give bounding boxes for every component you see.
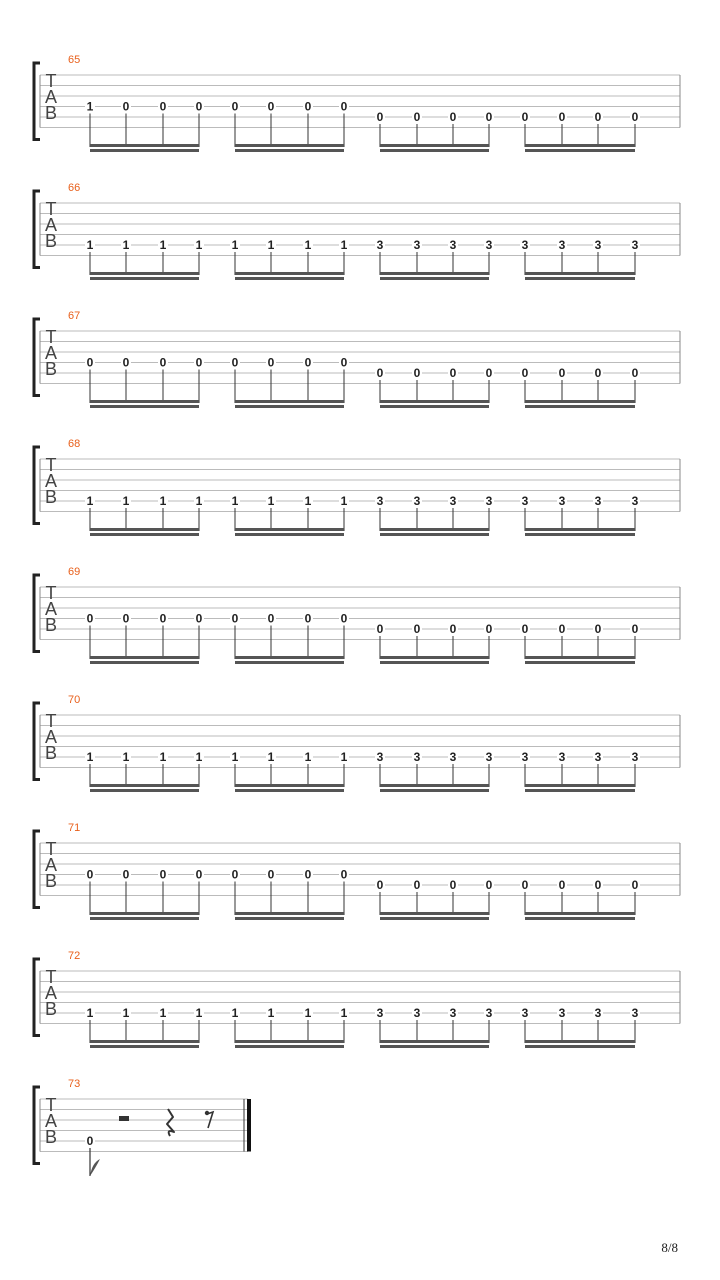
tab-clef-letter: B <box>44 999 58 1019</box>
beam-primary <box>235 656 344 659</box>
fret-number: 0 <box>304 867 312 882</box>
tab-clef-letter: T <box>45 839 57 859</box>
beam-group <box>230 1006 349 1048</box>
beam-group <box>230 356 349 409</box>
beam-group <box>520 366 640 408</box>
fret-number: 0 <box>449 878 457 892</box>
fret-number: 3 <box>376 1006 384 1020</box>
beam-secondary <box>90 533 199 536</box>
beam-secondary <box>235 277 344 280</box>
fret-number: 1 <box>86 238 94 252</box>
beam-secondary <box>380 917 489 920</box>
tab-clef-letter: B <box>44 103 58 123</box>
beam-group <box>520 110 640 152</box>
fret-number: 0 <box>122 867 130 882</box>
measure-number: 68 <box>68 438 81 450</box>
fret-number: 0 <box>413 878 421 892</box>
fret-number: 1 <box>231 238 239 252</box>
fret-number: 1 <box>195 1006 203 1020</box>
tab-clef <box>45 967 57 1019</box>
fret-number: 1 <box>159 238 167 252</box>
fret-number: 3 <box>376 750 384 764</box>
beam-secondary <box>380 405 489 408</box>
fret-number: 3 <box>594 238 602 252</box>
beam-primary <box>380 400 489 403</box>
fret-number: 0 <box>521 110 529 124</box>
beam-secondary <box>90 1045 199 1048</box>
tab-clef-letter: A <box>44 343 58 363</box>
fret-number: 1 <box>122 494 130 508</box>
tab-system <box>34 54 680 152</box>
beam-secondary <box>235 149 344 152</box>
beam-group <box>375 878 494 920</box>
fret-number: 0 <box>485 110 493 124</box>
fret-number: 0 <box>558 110 566 124</box>
fret-number: 3 <box>413 750 421 764</box>
tab-clef-letter: B <box>44 359 58 379</box>
fret-number: 0 <box>594 110 602 124</box>
tab-clef <box>45 455 57 507</box>
fret-number: 0 <box>86 611 94 626</box>
tab-system <box>34 822 680 920</box>
beam-group <box>85 868 204 921</box>
tab-clef-letter: A <box>44 983 58 1003</box>
tab-clef-letter: B <box>44 743 58 763</box>
beam-primary <box>380 528 489 531</box>
tab-clef <box>45 839 57 891</box>
fret-number: 3 <box>413 1006 421 1020</box>
fret-number: 1 <box>340 238 348 252</box>
beam-group <box>85 1006 204 1048</box>
beam-secondary <box>235 661 344 664</box>
tab-clef-letter: A <box>44 215 58 235</box>
beam-secondary <box>525 917 635 920</box>
tab-clef <box>45 199 57 251</box>
beam-primary <box>235 912 344 915</box>
tab-clef <box>45 71 57 123</box>
eighth-rest <box>205 1111 213 1128</box>
fret-number: 3 <box>631 238 639 252</box>
fret-number: 0 <box>413 622 421 636</box>
fret-number: 0 <box>159 867 167 882</box>
measure-number: 71 <box>68 822 81 834</box>
fret-number: 3 <box>631 1006 639 1020</box>
tab-clef <box>45 583 57 635</box>
tab-clef <box>45 1095 57 1147</box>
fret-number: 3 <box>449 238 457 252</box>
fret-number: 0 <box>521 878 529 892</box>
tab-system <box>34 566 680 664</box>
beam-primary <box>525 656 635 659</box>
beam-group <box>85 356 204 409</box>
fret-number: 0 <box>485 878 493 892</box>
beam-group <box>230 750 349 792</box>
tab-clef-letter: A <box>44 87 58 107</box>
beam-secondary <box>235 1045 344 1048</box>
tab-system <box>34 310 680 408</box>
tab-system <box>34 694 680 792</box>
fret-number: 3 <box>558 238 566 252</box>
beam-primary <box>90 144 199 147</box>
beam-secondary <box>525 533 635 536</box>
fret-number: 1 <box>340 1006 348 1020</box>
beam-secondary <box>235 533 344 536</box>
fret-number: 1 <box>122 238 130 252</box>
beam-secondary <box>235 917 344 920</box>
fret-number: 0 <box>267 355 275 370</box>
tab-clef-letter: A <box>44 855 58 875</box>
fret-number: 0 <box>340 99 348 114</box>
fret-number: 0 <box>304 99 312 114</box>
beam-group <box>375 622 494 664</box>
eighth-flag <box>90 1159 100 1176</box>
fret-number: 1 <box>195 494 203 508</box>
quarter-rest <box>167 1109 174 1136</box>
fret-number: 1 <box>304 238 312 252</box>
system-bracket <box>34 63 40 140</box>
fret-number: 0 <box>195 99 203 114</box>
fret-number: 0 <box>521 366 529 380</box>
fret-number: 0 <box>485 366 493 380</box>
measure-number: 66 <box>68 182 81 194</box>
fret-number: 1 <box>195 238 203 252</box>
fret-number: 3 <box>413 494 421 508</box>
fret-number: 1 <box>122 750 130 764</box>
beam-group <box>230 612 349 665</box>
beam-group <box>85 100 204 153</box>
fret-number: 0 <box>159 99 167 114</box>
fret-number: 0 <box>122 355 130 370</box>
fret-number: 1 <box>267 494 275 508</box>
fret-number: 1 <box>86 750 94 764</box>
beam-primary <box>235 144 344 147</box>
fret-number: 3 <box>449 750 457 764</box>
beam-group <box>520 238 640 280</box>
fret-number: 0 <box>558 366 566 380</box>
fret-number: 0 <box>340 355 348 370</box>
beam-secondary <box>90 917 199 920</box>
fret-number: 0 <box>521 622 529 636</box>
beam-secondary <box>235 789 344 792</box>
beam-secondary <box>525 405 635 408</box>
fret-number: 3 <box>485 1006 493 1020</box>
tab-clef-letter: T <box>45 71 57 91</box>
fret-number: 0 <box>449 622 457 636</box>
fret-number: 3 <box>521 750 529 764</box>
beam-primary <box>90 1040 199 1043</box>
beam-primary <box>380 656 489 659</box>
fret-number: 0 <box>86 355 94 370</box>
fret-number: 0 <box>485 622 493 636</box>
beam-secondary <box>380 789 489 792</box>
beam-secondary <box>90 405 199 408</box>
final-barline-thick <box>247 1099 251 1152</box>
fret-number: 1 <box>231 494 239 508</box>
measure-number: 72 <box>68 950 81 962</box>
fret-number: 0 <box>304 611 312 626</box>
beam-primary <box>525 784 635 787</box>
fret-number: 3 <box>558 750 566 764</box>
fret-number: 0 <box>631 622 639 636</box>
fret-number: 0 <box>231 867 239 882</box>
fret-number: 3 <box>521 1006 529 1020</box>
tab-clef-letter: T <box>45 455 57 475</box>
fret-number: 1 <box>86 494 94 508</box>
fret-number: 0 <box>195 867 203 882</box>
fret-number: 0 <box>376 622 384 636</box>
beam-group <box>520 878 640 920</box>
beam-secondary <box>380 533 489 536</box>
fret-number: 3 <box>594 1006 602 1020</box>
fret-number: 1 <box>122 1006 130 1020</box>
tab-system <box>34 182 680 280</box>
beam-primary <box>90 656 199 659</box>
fret-number: 0 <box>376 878 384 892</box>
beam-secondary <box>90 661 199 664</box>
beam-primary <box>235 784 344 787</box>
beam-primary <box>380 784 489 787</box>
beam-group <box>375 110 494 152</box>
fret-number: 0 <box>558 878 566 892</box>
beam-primary <box>525 272 635 275</box>
beam-group <box>85 494 204 536</box>
fret-number: 1 <box>195 750 203 764</box>
fret-number: 0 <box>413 110 421 124</box>
measure-number: 70 <box>68 694 81 706</box>
tab-clef-letter: T <box>45 967 57 987</box>
fret-number: 1 <box>231 750 239 764</box>
fret-number: 3 <box>413 238 421 252</box>
tab-clef-letter: B <box>44 615 58 635</box>
beam-primary <box>380 1040 489 1043</box>
beam-group <box>85 612 204 665</box>
fret-number: 1 <box>86 1006 94 1020</box>
fret-number: 0 <box>449 110 457 124</box>
fret-number: 0 <box>231 355 239 370</box>
beam-primary <box>380 912 489 915</box>
tab-clef-letter: B <box>44 487 58 507</box>
beam-group <box>520 1006 640 1048</box>
fret-number: 3 <box>521 494 529 508</box>
beam-primary <box>525 144 635 147</box>
fret-number: 3 <box>485 750 493 764</box>
beam-group <box>520 622 640 664</box>
beam-group <box>375 750 494 792</box>
fret-number: 0 <box>86 867 94 882</box>
fret-number: 3 <box>485 238 493 252</box>
beam-secondary <box>380 149 489 152</box>
beam-group <box>230 100 349 153</box>
fret-number: 0 <box>631 110 639 124</box>
beam-primary <box>90 400 199 403</box>
fret-number: 0 <box>231 99 239 114</box>
system-bracket <box>34 447 40 524</box>
beam-primary <box>380 272 489 275</box>
tab-clef-letter: T <box>45 711 57 731</box>
page-number: 8/8 <box>661 1240 678 1255</box>
beam-primary <box>235 1040 344 1043</box>
beam-primary <box>90 272 199 275</box>
beam-primary <box>525 1040 635 1043</box>
fret-number: 1 <box>267 1006 275 1020</box>
fret-number: 0 <box>159 611 167 626</box>
beam-primary <box>90 528 199 531</box>
fret-number: 1 <box>304 750 312 764</box>
fret-number: 1 <box>267 238 275 252</box>
beam-secondary <box>525 1045 635 1048</box>
fret-number: 0 <box>631 878 639 892</box>
fret-number: 0 <box>267 99 275 114</box>
tab-clef-letter: A <box>44 599 58 619</box>
system-bracket <box>34 575 40 652</box>
tab-clef-letter: A <box>44 471 58 491</box>
beam-group <box>520 750 640 792</box>
fret-number: 1 <box>304 494 312 508</box>
fret-number: 3 <box>376 238 384 252</box>
fret-number: 3 <box>594 494 602 508</box>
tab-clef-letter: A <box>44 1111 58 1131</box>
tab-clef <box>45 711 57 763</box>
fret-number: 0 <box>376 110 384 124</box>
tab-clef-letter: B <box>44 871 58 891</box>
measure-number: 65 <box>68 54 81 66</box>
fret-number: 0 <box>122 611 130 626</box>
tab-clef-letter: T <box>45 199 57 219</box>
system-bracket <box>34 1087 40 1164</box>
fret-number: 3 <box>449 494 457 508</box>
fret-number: 0 <box>631 366 639 380</box>
beam-primary <box>380 144 489 147</box>
beam-secondary <box>235 405 344 408</box>
fret-number: 1 <box>304 1006 312 1020</box>
fret-number: 0 <box>594 622 602 636</box>
beam-secondary <box>380 1045 489 1048</box>
fret-number: 1 <box>231 1006 239 1020</box>
beam-primary <box>90 784 199 787</box>
beam-primary <box>235 272 344 275</box>
beam-primary <box>235 400 344 403</box>
fret-number: 0 <box>195 611 203 626</box>
fret-number: 0 <box>594 878 602 892</box>
tab-clef-letter: T <box>45 1095 57 1115</box>
beam-group <box>230 238 349 280</box>
beam-group <box>375 366 494 408</box>
fret-number: 0 <box>122 99 130 114</box>
fret-number: 1 <box>86 99 94 114</box>
beam-group <box>375 494 494 536</box>
beam-secondary <box>380 277 489 280</box>
fret-number: 1 <box>159 750 167 764</box>
tab-clef-letter: B <box>44 1127 58 1147</box>
measure-number: 69 <box>68 566 81 578</box>
beam-secondary <box>525 789 635 792</box>
fret-number: 0 <box>340 867 348 882</box>
fret-number: 3 <box>449 1006 457 1020</box>
fret-number: 0 <box>340 611 348 626</box>
fret-number: 0 <box>195 355 203 370</box>
fret-number: 0 <box>267 611 275 626</box>
tab-clef-letter: A <box>44 727 58 747</box>
beam-secondary <box>90 149 199 152</box>
fret-number: 3 <box>631 750 639 764</box>
fret-number: 1 <box>159 494 167 508</box>
fret-number: 3 <box>558 494 566 508</box>
beam-secondary <box>90 789 199 792</box>
beam-group <box>520 494 640 536</box>
fret-number: 3 <box>558 1006 566 1020</box>
fret-number: 0 <box>159 355 167 370</box>
tab-clef-letter: T <box>45 583 57 603</box>
beam-secondary <box>525 661 635 664</box>
beam-group <box>230 494 349 536</box>
system-bracket <box>34 831 40 908</box>
system-bracket <box>34 319 40 396</box>
beam-primary <box>90 912 199 915</box>
beam-primary <box>525 528 635 531</box>
beam-secondary <box>525 277 635 280</box>
tab-clef-letter: B <box>44 231 58 251</box>
fret-number: 1 <box>159 1006 167 1020</box>
fret-number: 0 <box>376 366 384 380</box>
tab-system <box>34 950 680 1048</box>
beam-primary <box>525 912 635 915</box>
system-bracket <box>34 191 40 268</box>
fret-number: 3 <box>376 494 384 508</box>
fret-number: 0 <box>86 1134 94 1148</box>
fret-number: 0 <box>449 366 457 380</box>
beam-group <box>375 238 494 280</box>
fret-number: 0 <box>267 867 275 882</box>
tab-system-final <box>34 1078 251 1176</box>
fret-number: 0 <box>413 366 421 380</box>
beam-group <box>375 1006 494 1048</box>
fret-number: 0 <box>594 366 602 380</box>
fret-number: 3 <box>485 494 493 508</box>
fret-number: 0 <box>304 355 312 370</box>
fret-number: 3 <box>594 750 602 764</box>
fret-number: 0 <box>231 611 239 626</box>
beam-secondary <box>90 277 199 280</box>
fret-number: 3 <box>631 494 639 508</box>
measure-number: 67 <box>68 310 81 322</box>
fret-number: 1 <box>340 494 348 508</box>
half-rest <box>119 1116 129 1121</box>
fret-number: 3 <box>521 238 529 252</box>
tab-system <box>34 438 680 536</box>
system-bracket <box>34 959 40 1036</box>
measure-number: 73 <box>68 1078 81 1090</box>
tab-clef <box>45 327 57 379</box>
beam-group <box>85 750 204 792</box>
beam-primary <box>235 528 344 531</box>
beam-primary <box>525 400 635 403</box>
beam-group <box>85 238 204 280</box>
beam-secondary <box>380 661 489 664</box>
fret-number: 1 <box>340 750 348 764</box>
beam-group <box>230 868 349 921</box>
tab-clef-letter: T <box>45 327 57 347</box>
beam-secondary <box>525 149 635 152</box>
fret-number: 1 <box>267 750 275 764</box>
system-bracket <box>34 703 40 780</box>
fret-number: 0 <box>558 622 566 636</box>
